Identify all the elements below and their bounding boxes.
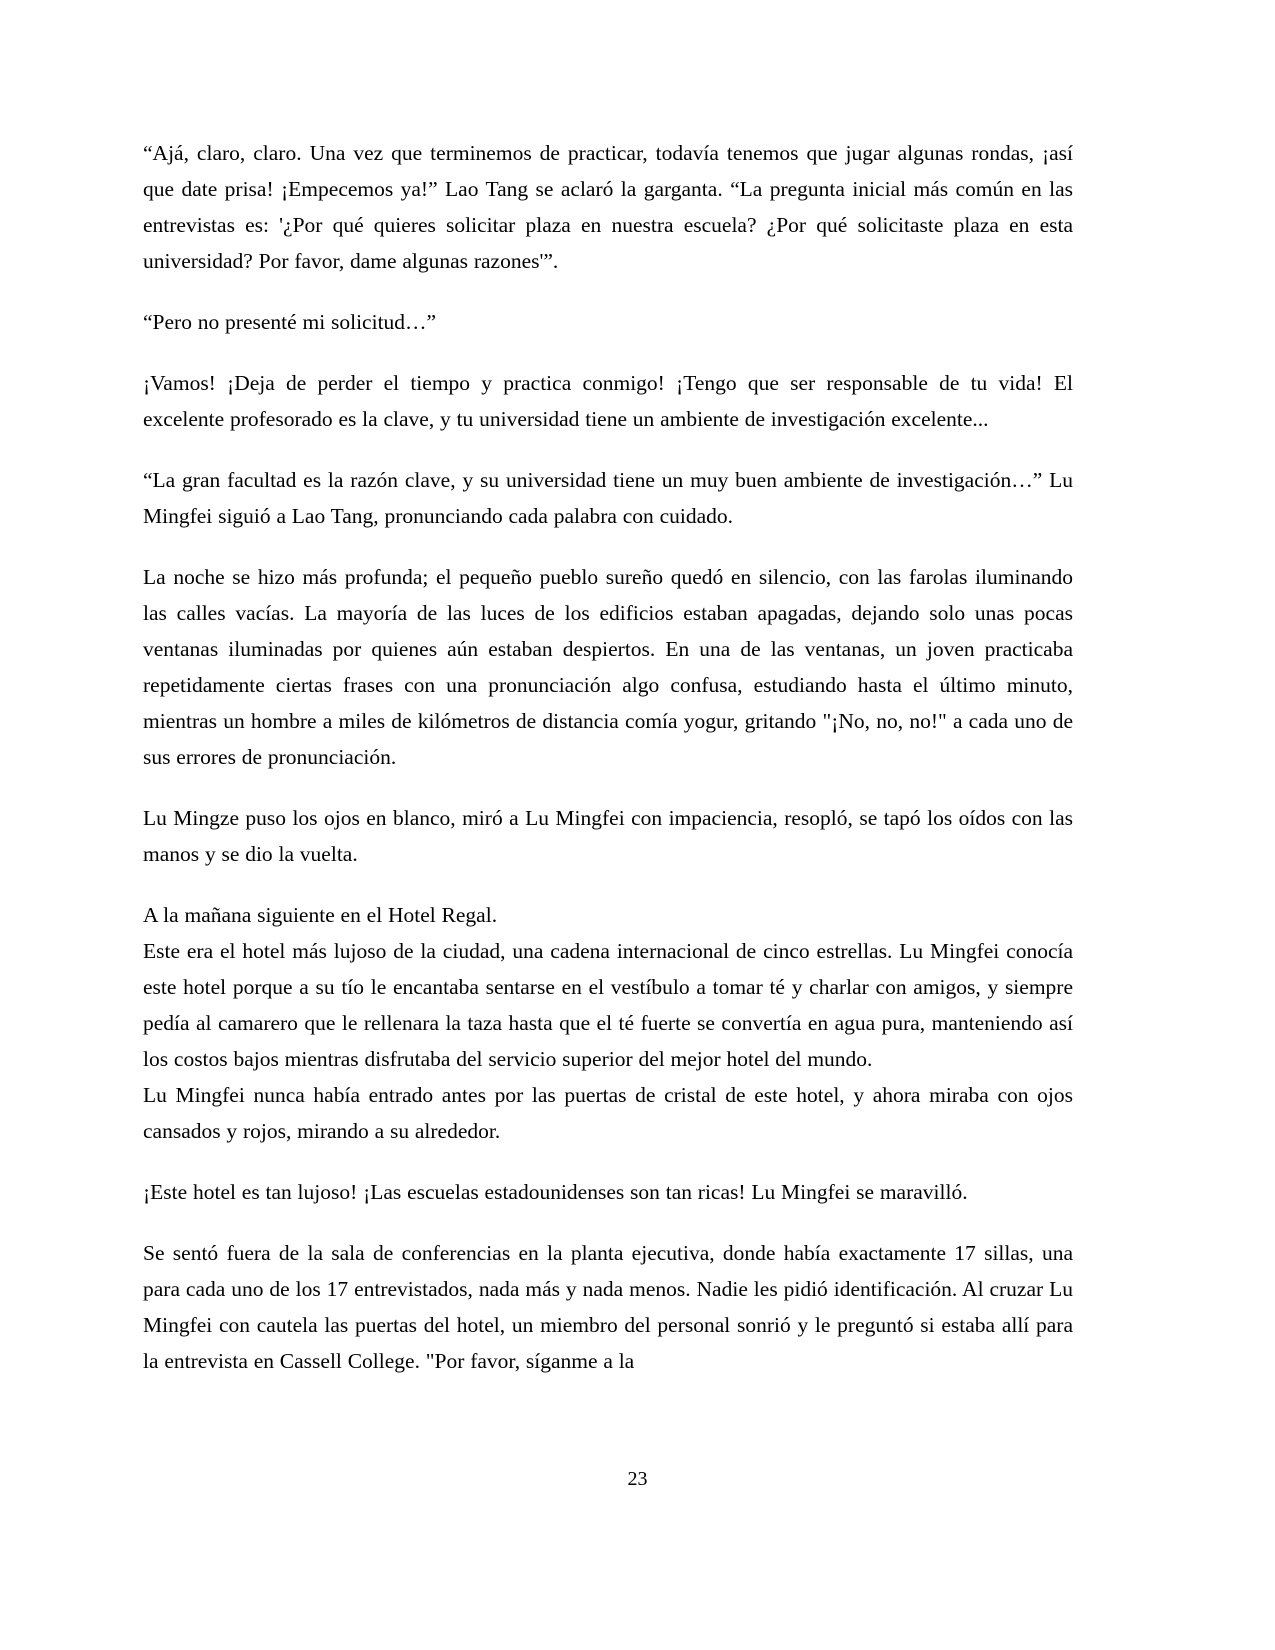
paragraph-5: La noche se hizo más profunda; el pequeño pueblo sureño quedó en silencio, con las farolas iluminando las calles vacías. La mayoría de las luces de los edificios estaban apagadas, dejando solo unas pocas ventanas iluminadas por quienes aún estaban despiertos. En una de las ventanas, un joven practicaba repetidamente ciertas frases con una pronunciación algo confusa, estudiando hasta el último minuto, mientras un hombre a miles de kilómetros de distancia comía yogur, gritando "¡No, no, no!" a cada uno de sus errores de pronunciación. [143,565,1073,769]
paragraph-7: A la mañana siguiente en el Hotel Regal. [143,903,498,927]
page-number: 23 [627,1468,648,1490]
paragraph-3: ¡Vamos! ¡Deja de perder el tiempo y practica conmigo! ¡Tengo que ser responsable de tu vida! El excelente profesorado es la clave, y tu universidad tiene un ambiente de investigación excelente... [143,371,1073,431]
paragraph-8: Este era el hotel más lujoso de la ciudad, una cadena internacional de cinco estrellas. Lu Mingfei conocía este hotel porque a su tío le encantaba sentarse en el vestíbulo a tomar té y charlar con amigos, y siempre pedía al camarero que le rellenara la taza hasta que el té fuerte se convertía en agua pura, manteniendo así los costos bajos mientras disfrutaba del servicio superior del mejor hotel del mundo. [143,939,1073,1071]
paragraph-9: Lu Mingfei nunca había entrado antes por las puertas de cristal de este hotel, y ahora miraba con ojos cansados y rojos, mirando a su alrededor. [143,1083,1073,1143]
paragraph-4: “La gran facultad es la razón clave, y su universidad tiene un muy buen ambiente de investigación…” Lu Mingfei siguió a Lao Tang, pronunciando cada palabra con cuidado. [143,468,1073,528]
paragraph-1: “Ajá, claro, claro. Una vez que terminemos de practicar, todavía tenemos que jugar algunas rondas, ¡así que date prisa! ¡Empecemos ya!” Lao Tang se aclaró la garganta. “La pregunta inicial más común en las entrevistas es: '¿Por qué quieres solicitar plaza en nuestra escuela? ¿Por qué solicitaste plaza en esta universidad? Por favor, dame algunas razones'”. [143,141,1073,273]
paragraph-10: ¡Este hotel es tan lujoso! ¡Las escuelas estadounidenses son tan ricas! Lu Mingfei se maravilló. [143,1180,968,1204]
paragraph-11: Se sentó fuera de la sala de conferencias en la planta ejecutiva, donde había exactamente 17 sillas, una para cada uno de los 17 entrevistados, nada más y nada menos. Nadie les pidió identificación. Al cruzar Lu Mingfei con cautela las puertas del hotel, un miembro del personal sonrió y le preguntó si estaba allí para la entrevista en Cassell College. "Por favor, síganme a la [143,1241,1073,1373]
paragraph-2: “Pero no presenté mi solicitud…” [143,310,437,334]
paragraph-6: Lu Mingze puso los ojos en blanco, miró a Lu Mingfei con impaciencia, resopló, se tapó los oídos con las manos y se dio la vuelta. [143,806,1073,866]
page-body-text [143,135,1073,1404]
